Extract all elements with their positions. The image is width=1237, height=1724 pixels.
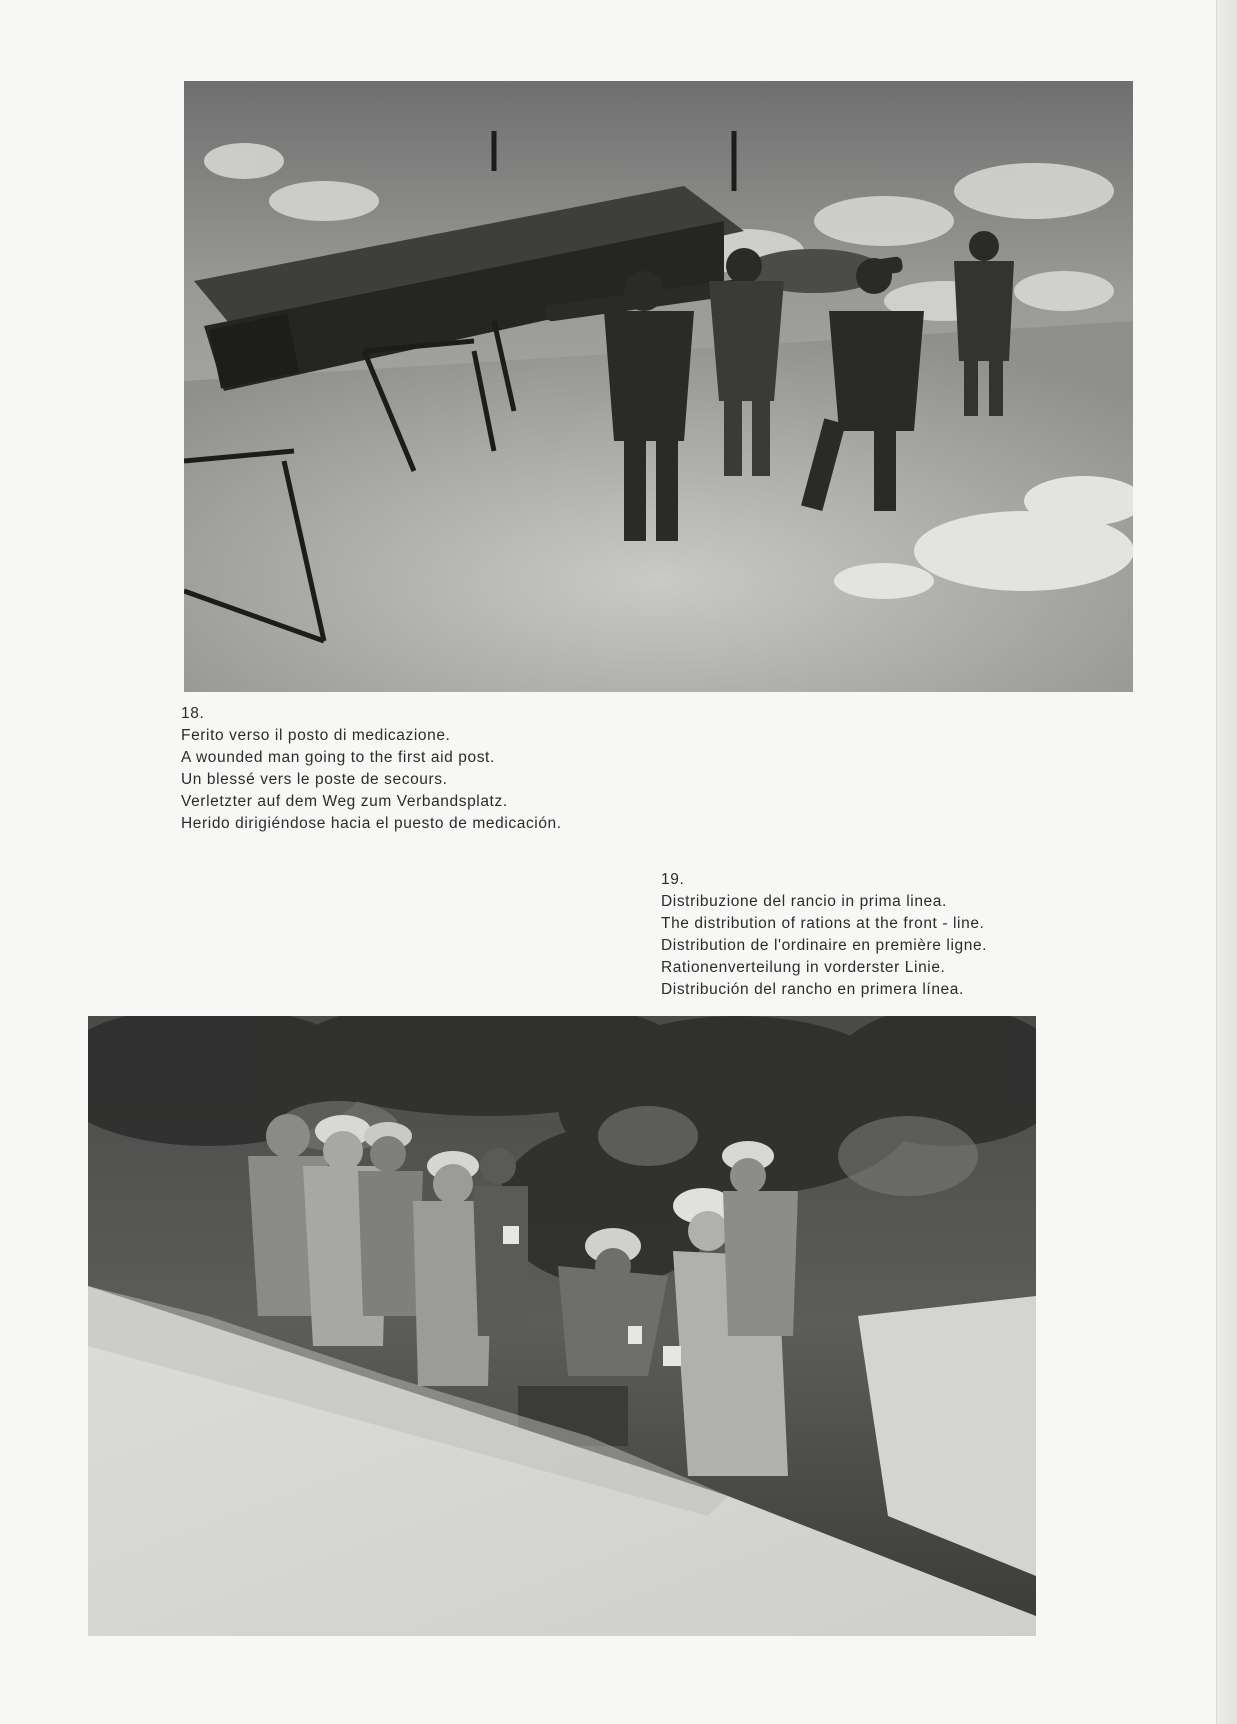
caption-number: 18.	[181, 705, 205, 722]
caption-line-fr: Un blessé vers le poste de secours.	[181, 771, 448, 788]
caption-number: 19.	[661, 871, 685, 888]
photo-18	[184, 81, 1133, 692]
caption-line-de: Verletzter auf dem Weg zum Verbandsplatz.	[181, 793, 508, 810]
caption-line-de: Rationenverteilung in vorderster Linie.	[661, 959, 946, 976]
caption-line-es: Herido dirigiéndose hacia el puesto de medicación.	[181, 815, 562, 832]
caption-line-es: Distribución del rancho en primera línea.	[661, 981, 964, 998]
photo-19	[88, 1016, 1036, 1636]
caption-18	[181, 703, 562, 835]
caption-line-it: Ferito verso il posto di medicazione.	[181, 727, 451, 744]
caption-line-it: Distribuzione del rancio in prima linea.	[661, 893, 947, 910]
caption-line-fr: Distribution de l'ordinaire en première ligne.	[661, 937, 988, 954]
caption-line-en: A wounded man going to the first aid post.	[181, 749, 495, 766]
page-edge	[1216, 0, 1237, 1724]
caption-line-en: The distribution of rations at the front - line.	[661, 915, 985, 932]
caption-19	[661, 869, 987, 1001]
